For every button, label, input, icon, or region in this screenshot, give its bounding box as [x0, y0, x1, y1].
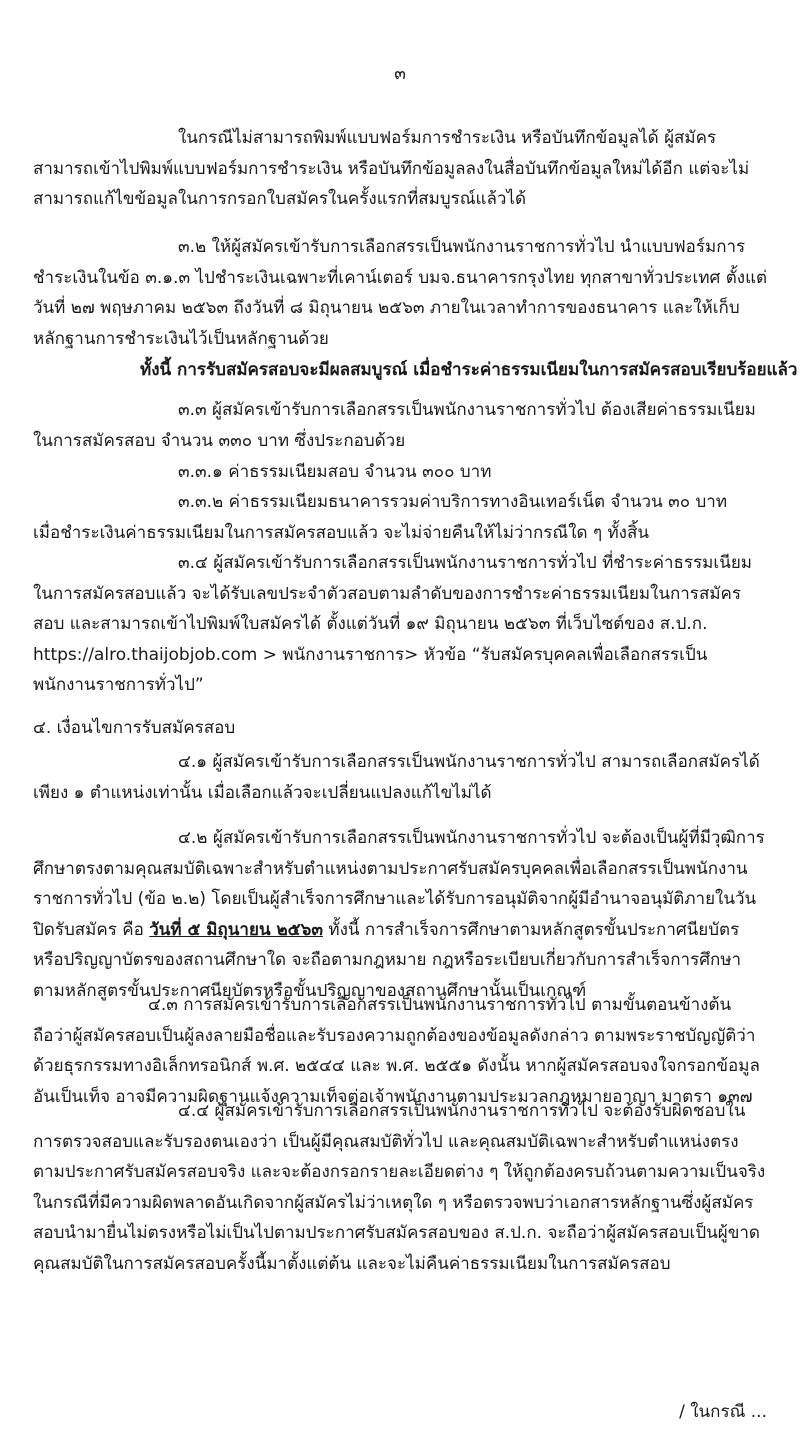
fee-item-3-3-1: ๓.๓.๑ ค่าธรรมเนียมสอบ จำนวน ๓๐๐ บาท: [178, 462, 492, 482]
paragraph-3-2-note: ทั้งนี้ การรับสมัครสอบจะมีผลสมบูรณ์ เมื่อชำระค่าธรรมเนียมในการสมัครสอบเรียบร้อยแล้ว: [140, 360, 798, 380]
paragraph-3-2: ๓.๒ ให้ผู้สมัครเข้ารับการเลือกสรรเป็นพนักงานราชการทั่วไป นำแบบฟอร์มการชำระเงินในข้อ ๓.๑.๓ ไปชำระเงินเฉพาะที่เคาน์เตอร์ บมจ.ธนาคารกรุงไทย ทุกสาขาทั่วประเทศ ตั้งแต่วันที่ ๒๗ พฤษภาคม ๒๕๖๓ ถึงวันที่ ๘ มิถุนายน ๒๕๖๓ ภายในเวลาทำการของธนาคาร และให้เก็บหลักฐานการชำระเงินไว้เป็นหลักฐานด้วย: [33, 237, 768, 349]
page-number: ๓: [394, 64, 406, 84]
paragraph-4-2-text-a: ๔.๒ ผู้สมัครเข้ารับการเลือกสรรเป็นพนักงานราชการทั่วไป จะต้องเป็นผู้ที่มีวุฒิการศึกษาตรงตามคุณสมบัติเฉพาะสำหรับตำแหน่งตามประกาศรับสมัครบุคคลเพื่อเลือกสรรเป็นพนักงานราชการทั่วไป (ข้อ ๒.๒) โดยเป็นผู้สำเร็จการศึกษาและได้รับการอนุมัติจากผู้มีอำนาจอนุมัติภายในวันปิดรับสมัคร คือ: [33, 828, 765, 940]
paragraph-4-2-text-b: ทั้งนี้ การสำเร็จการศึกษาตามหลักสูตรขั้นประกาศนียบัตร หรือปริญญาบัตรของสถานศึกษาใด จะถือตามกฎหมาย กฎหรือระเบียบเกี่ยวกับการสำเร็จการศึกษาตามหลักสูตรขั้นประกาศนียบัตรหรือขั้นปริญญาของสถานศึกษานั้นเป็นเกณฑ์: [33, 919, 742, 1001]
fee-refund-note: เมื่อชำระเงินค่าธรรมเนียมในการสมัครสอบแล้ว จะไม่จ่ายคืนให้ไม่ว่ากรณีใด ๆ ทั้งสิ้น: [33, 523, 649, 543]
paragraph-4-1: ๔.๑ ผู้สมัครเข้ารับการเลือกสรรเป็นพนักงานราชการทั่วไป สามารถเลือกสมัครได้เพียง ๑ ตำแหน่งเท่านั้น เมื่อเลือกแล้วจะเปลี่ยนแปลงแก้ไขไม่ได้: [33, 752, 760, 803]
closing-date: วันที่ ๕ มิถุนายน ๒๕๖๓: [149, 919, 323, 940]
continuation-note: / ในกรณี ...: [679, 1402, 767, 1422]
paragraph-4-2: [33, 823, 768, 1006]
section-4-heading: ๔. เงื่อนไขการรับสมัครสอบ: [33, 718, 236, 738]
paragraph-4-4: ๔.๔ ผู้สมัครเข้ารับการเลือกสรรเป็นพนักงานราชการทั่วไป จะต้องรับผิดชอบในการตรวจสอบและรับรองตนเองว่า เป็นผู้มีคุณสมบัติทั่วไป และคุณสมบัติเฉพาะสำหรับตำแหน่งตรงตามประกาศรับสมัครสอบจริง และจะต้องกรอกรายละเอียดต่าง ๆ ให้ถูกต้องครบถ้วนตามความเป็นจริง ในกรณีที่มีความผิดพลาดอันเกิดจากผู้สมัครไม่ว่าเหตุใด ๆ หรือตรวจพบว่าเอกสารหลักฐานซึ่งผู้สมัครสอบนำมายื่นไม่ตรงหรือไม่เป็นไปตามประกาศรับสมัครสอบของ ส.ป.ก. จะถือว่าผู้สมัครสอบเป็นผู้ขาดคุณสมบัติในการสมัครสอบครั้งนี้มาตั้งแต่ต้น และจะไม่คืนค่าธรรมเนียมในการสมัครสอบ: [33, 1101, 766, 1274]
paragraph-4-3: ๔.๓ การสมัครเข้ารับการเลือกสรรเป็นพนักงานราชการทั่วไป ตามขั้นตอนข้างต้น ถือว่าผู้สมัครสอบเป็นผู้ลงลายมือชื่อและรับรองความถูกต้องของข้อมูลดังกล่าว ตามพระราชบัญญัติว่าด้วยธุรกรรมทางอิเล็กทรอนิกส์ พ.ศ. ๒๕๔๔ และ พ.ศ. ๒๕๕๑ ดังนั้น หากผู้สมัครสอบจงใจกรอกข้อมูลอันเป็นเท็จ อาจมีความผิดฐานแจ้งความเท็จต่อเจ้าพนักงานตามประมวลกฎหมายอาญา มาตรา ๑๓๗: [33, 995, 760, 1107]
fee-item-3-3-2: ๓.๓.๒ ค่าธรรมเนียมธนาคารรวมค่าบริการทางอินเทอร์เน็ต จำนวน ๓๐ บาท: [178, 492, 728, 512]
paragraph-3-3: ๓.๓ ผู้สมัครเข้ารับการเลือกสรรเป็นพนักงานราชการทั่วไป ต้องเสียค่าธรรมเนียมในการสมัครสอบ จำนวน ๓๓๐ บาท ซึ่งประกอบด้วย: [33, 400, 756, 451]
paragraph-intro: ในกรณีไม่สามารถพิมพ์แบบฟอร์มการชำระเงิน หรือบันทึกข้อมูลได้ ผู้สมัครสามารถเข้าไปพิมพ์แบบฟอร์มการชำระเงิน หรือบันทึกข้อมูลลงในสื่อบันทึกข้อมูลใหม่ได้อีก แต่จะไม่สามารถแก้ไขข้อมูลในการกรอกใบสมัครในครั้งแรกที่สมบูรณ์แล้วได้: [33, 128, 750, 209]
paragraph-3-4: ๓.๔ ผู้สมัครเข้ารับการเลือกสรรเป็นพนักงานราชการทั่วไป ที่ชำระค่าธรรมเนียมในการสมัครสอบแล้ว จะได้รับเลขประจำตัวสอบตามลำดับของการชำระค่าธรรมเนียมในการสมัครสอบ และสามารถเข้าไปพิมพ์ใบสมัครได้ ตั้งแต่วันที่ ๑๙ มิถุนายน ๒๕๖๓ ที่เว็บไซต์ของ ส.ป.ก. https://alro.thaijobjob.com > พนักงานราชการ> หัวข้อ “รับสมัครบุคคลเพื่อเลือกสรรเป็นพนักงานราชการทั่วไป”: [33, 553, 752, 695]
